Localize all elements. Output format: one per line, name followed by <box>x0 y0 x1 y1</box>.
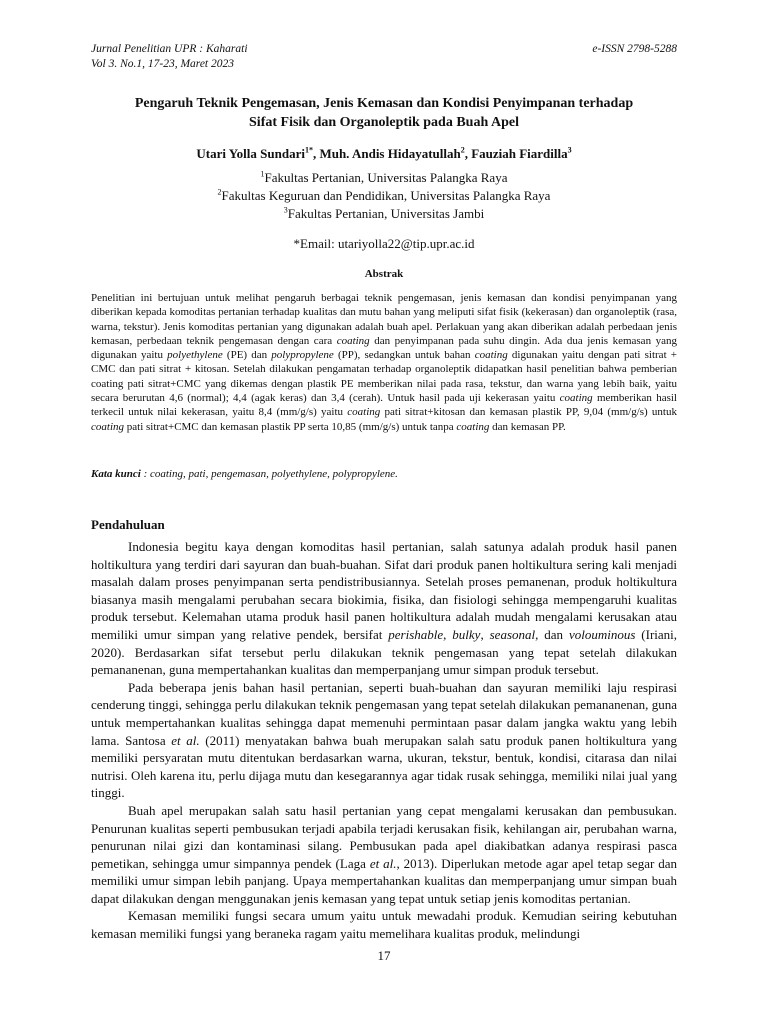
italic-text: coating <box>336 334 370 347</box>
italic-text: coating <box>474 349 508 362</box>
text-run: memberikan hasil terkecil untuk nilai kekerasan, yaitu 8,4 (mm/g/s) yaitu <box>91 392 677 419</box>
text-run: Pada beberapa jenis bahan hasil pertanian, seperti buah-buahan dan sayuran memiliki laju respirasi cenderung tinggi, sehingga perlu dilakukan teknik pengemasan yang tepat setelah dilakukan pemananenan, guna untuk mempertahankan kualitas sehingga dapat memenuhi permintaan pasar dalam jangka waktu yang lebih lama. Santosa <box>91 679 677 748</box>
text-run: pati sitrat+kitosan dan kemasan plastik PP, 9,04 (mm/g/s) untuk <box>380 406 677 419</box>
italic-text: volouminous <box>568 626 636 642</box>
author-separator: , <box>312 146 320 161</box>
text-run: Buah apel merupakan salah satu hasil pertanian yang cepat mengalami kerusakan dan pembusukan. Penurunan kualitas seperti pembusukan terjadi apabila terjadi kerusakan fisik, kehilangan air, perubahan warna, penurunan nilai gizi dan kontaminasi silang. Pembusukan pada apel diakibatkan adanya respirasi pasca pemetikan, sehingga umur simpannya pendek (Laga <box>91 802 677 871</box>
text-run: , dan <box>535 626 569 642</box>
text-run: , 2013). Diperlukan metode agar apel tetap segar dan memiliki umur simpan lebih panjang. Upaya mempertahankan kualitas dan memperpanjang umur simpan buah dapat dilakukan dengan menggunakan jenis kemasan yang tepat untuk setiap jenis komoditas pertanian. <box>91 855 677 906</box>
title-line-2: Sifat Fisik dan Organoleptik pada Buah Apel <box>249 115 519 130</box>
text-run: (Iriani, 2020). Berdasarkan sifat tersebut perlu dilakukan teknik pengemasan yang tepat setelah dilakukan pemananenan, guna mempertahankan kualitas dan memperpanjang umur simpan produk tersebut. <box>91 626 678 678</box>
author-superscript: 1* <box>304 145 313 155</box>
affiliation-superscript: 2 <box>217 187 222 197</box>
text-run: (2011) menyatakan bahwa buah merupakan salah satu produk panen holtikultura yang memiliki persyaratan mutu ditentukan berdasarkan warna, ukuran, tekstur, bentuk, kondisi, citarasa dan nilai nutrisi. Oleh karena itu, perlu dijaga mutu dan kesegarannya agar tidak rusak sehingga, memiliki nilai jual yang tinggi. <box>91 732 677 801</box>
abstract-body <box>91 291 677 434</box>
journal-volume: Vol 3. No.1, 17-23, Maret 2023 <box>91 58 234 70</box>
author-superscript: 2 <box>460 145 465 155</box>
keywords-label: Kata kunci <box>91 468 141 480</box>
author-name: Fauziah Fiardilla <box>471 146 568 161</box>
keywords-text: : coating, pati, pengemasan, polyethylene, polypropylene. <box>140 468 398 480</box>
affiliation-list <box>91 169 677 223</box>
italic-text: coating <box>456 420 490 433</box>
affiliation-text: Fakultas Pertanian, Universitas Jambi <box>287 206 485 221</box>
italic-text: seasonal <box>489 626 536 642</box>
text-run: (PE) dan <box>222 349 272 362</box>
affiliation-superscript: 3 <box>283 205 288 215</box>
author-name: Utari Yolla Sundari <box>196 146 305 161</box>
italic-text: polyethylene <box>167 349 223 362</box>
author-name: Muh. Andis Hidayatullah <box>319 146 461 161</box>
text-run: , <box>480 626 490 642</box>
affiliation <box>91 169 677 187</box>
body-paragraph <box>91 802 677 908</box>
text-run: Penelitian ini bertujuan untuk melihat pengaruh berbagai teknik pengemasan, jenis kemasan dan kondisi penyimpanan yang diberikan kepada komoditas pertanian terhadap kualitas dan mutu bahan yang meliputi sifat fisik (kekerasan) dan organoleptik (rasa, warna, tekstur). Jenis komoditas pertanian yang digunakan adalah buah apel. Perlakuan yang akan diberikan adalah perbedaan jenis kemasan, perbedaan teknik pengemasan dengan cara <box>91 292 677 347</box>
italic-text: perishable <box>388 626 444 642</box>
section-heading: Pendahuluan <box>91 517 165 532</box>
text-run: digunakan yaitu dengan pati sitrat + CMC dan pati sitrat + kitosan. Setelah dilakukan pengamatan terhadap organoleptik didapatkan hasil penelitian bahwa pemberian coating pati sitrat+CMC yang dikemas dengan plastik PE memberikan nilai pada rasa, tekstur, dan warna yang lebih baik, yaitu secara berurutan 4,6 (normal); 4,4 (agak keras) dan 3,4 (cerah). Untuk hasil pada uji kekerasan yaitu <box>91 349 677 405</box>
affiliation <box>91 187 677 205</box>
text-run: Kemasan memiliki fungsi secara umum yaitu untuk mewadahi produk. Kemudian seiring kebutuhan kemasan memiliki fungsi yang beraneka ragam yaitu memelihara kualitas produk, melindungi <box>91 908 677 942</box>
body-paragraph <box>91 907 677 942</box>
italic-text: coating <box>347 406 381 419</box>
author-separator: , <box>464 146 472 161</box>
running-header <box>91 42 677 72</box>
page-number: 17 <box>377 948 391 963</box>
body-paragraph <box>91 538 677 679</box>
text-run: Indonesia begitu kaya dengan komoditas hasil pertanian, salah satunya adalah produk hasil panen holtikultura yang terdiri dari sayuran dan buah-buahan. Sifat dari produk panen holtikultura sering kali menjadi masalah dalam proses penyimpanan serta pendistribusiannya. Setelah proses pemanenan, produk holtikultura biasanya masih mengalami perubahan secara biokimia, fisika, dan fisiologi sehingga mempengaruhi kualitas produk tersebut. Kelemahan utama produk hasil panen holtikultura adalah mudah mengalami kerusakan atau memiliki umur simpan yang relative pendek, bersifat <box>91 539 677 642</box>
affiliation-text: Fakultas Pertanian, Universitas Palangka Raya <box>264 170 508 185</box>
keywords <box>91 467 677 481</box>
affiliation <box>91 205 677 223</box>
abstract-paragraph <box>91 291 677 434</box>
section-body <box>91 538 677 943</box>
italic-text: et al. <box>369 855 397 871</box>
italic-text: bulky <box>452 626 481 642</box>
text-run: dan kemasan PP. <box>489 420 566 433</box>
text-run: (PP), sedangkan untuk bahan <box>333 349 475 362</box>
journal-name: Jurnal Penelitian UPR : Kaharati <box>91 43 248 55</box>
italic-text: et al. <box>171 732 200 748</box>
italic-text: polypropylene <box>271 349 334 362</box>
body-paragraph <box>91 679 677 802</box>
author-list <box>91 145 677 162</box>
text-run: , <box>443 626 453 642</box>
text-run: pati sitrat+CMC dan kemasan plastik PP serta 10,85 (mm/g/s) untuk tanpa <box>124 420 457 433</box>
affiliation-superscript: 1 <box>260 169 265 179</box>
italic-text: coating <box>559 392 593 405</box>
paper-title <box>91 94 677 132</box>
text-run: dan penyimpanan pada suhu dingin. Ada dua jenis kemasan yang digunakan yaitu <box>91 334 677 362</box>
corresponding-email: *Email: utariyolla22@tip.upr.ac.id <box>293 236 475 251</box>
journal-issn: e-ISSN 2798-5288 <box>592 43 677 55</box>
abstract-heading: Abstrak <box>364 268 404 280</box>
affiliation-text: Fakultas Keguruan dan Pendidikan, Universitas Palangka Raya <box>221 188 551 203</box>
author-superscript: 3 <box>567 145 572 155</box>
title-line-1: Pengaruh Teknik Pengemasan, Jenis Kemasan dan Kondisi Penyimpanan terhadap <box>134 96 634 111</box>
italic-text: coating <box>91 420 124 433</box>
